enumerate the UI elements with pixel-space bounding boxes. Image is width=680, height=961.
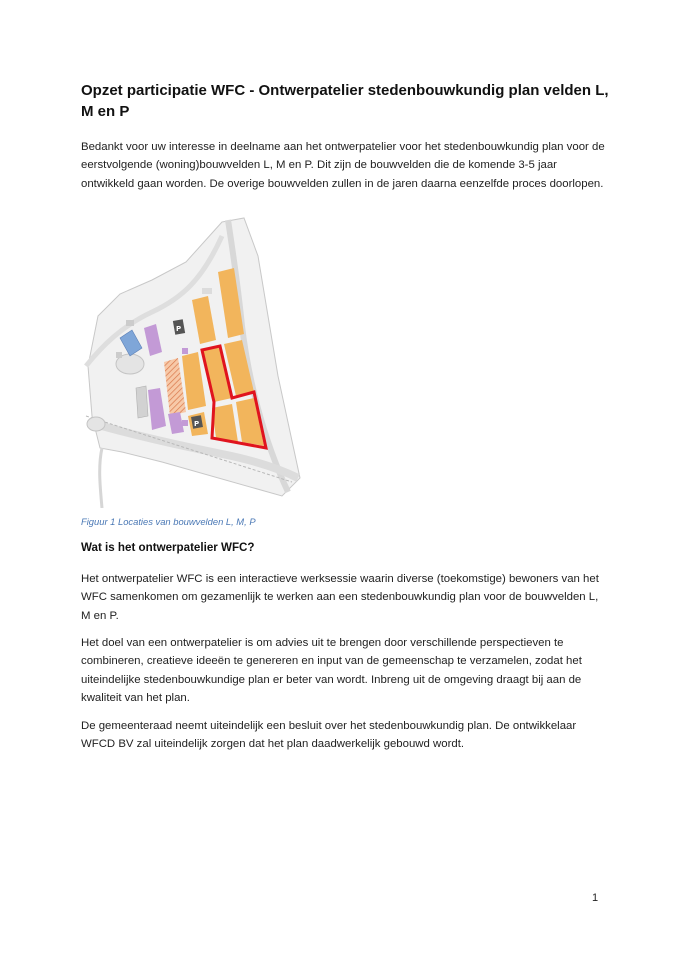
grey-structure-2 <box>116 352 122 358</box>
paragraph-2: Het doel van een ontwerpatelier is om advies uit te brengen door verschillende perspectieven te combineren, creatieve ideeën te genereren en input van de gemeenschap te verzamelen, zodat het uiteindelijke stedenbouwkundige plan er beter van wordt. Inbreng uit de omgeving draagt bij aan de kwaliteit van het plan. <box>81 637 582 704</box>
grey-structure-3 <box>202 288 212 294</box>
bottom-lane <box>100 448 102 508</box>
document-title: Opzet participatie WFC - Ontwerpatelier stedenbouwkundig plan velden L, M en P <box>81 82 609 120</box>
purple-small-square <box>182 348 188 354</box>
grey-building-cluster <box>136 386 148 418</box>
grey-structure-1 <box>126 320 134 326</box>
page-number: 1 <box>592 892 599 904</box>
purple-small-square-2 <box>182 420 188 426</box>
figure-caption: Figuur 1 Locaties van bouwvelden L, M, P <box>81 516 256 527</box>
west-roundabout <box>87 417 105 431</box>
parking-label-top: P <box>176 325 182 333</box>
site-plan-map <box>82 216 310 508</box>
section-heading: Wat is het ontwerpatelier WFC? <box>81 541 255 554</box>
paragraph-3: De gemeenteraad neemt uiteindelijk een besluit over het stedenbouwkundig plan. De ontwikkelaar WFCD BV zal uiteindelijk zorgen dat het plan daadwerkelijk gebouwd wordt. <box>81 720 577 751</box>
paragraph-1: Het ontwerpatelier WFC is een interactieve werksessie waarin diverse (toekomstige) bewoners van het WFC samenkomen om gezamenlijk te werken aan een stedenbouwkundig plan voor de bouwvelden L, M en P. <box>81 573 599 622</box>
intro-paragraph: Bedankt voor uw interesse in deelname aan het ontwerpatelier voor het stedenbouwkundig plan voor de eerstvolgende (woning)bouwvelden L, M en P. Dit zijn de bouwvelden die de komende 3-5 jaar ontwikkeld gaan worden. De overige bouwvelden zullen in de jaren daarna eenzelfde proces doorlopen. <box>81 141 605 190</box>
parking-label-bottom: P <box>194 420 200 428</box>
